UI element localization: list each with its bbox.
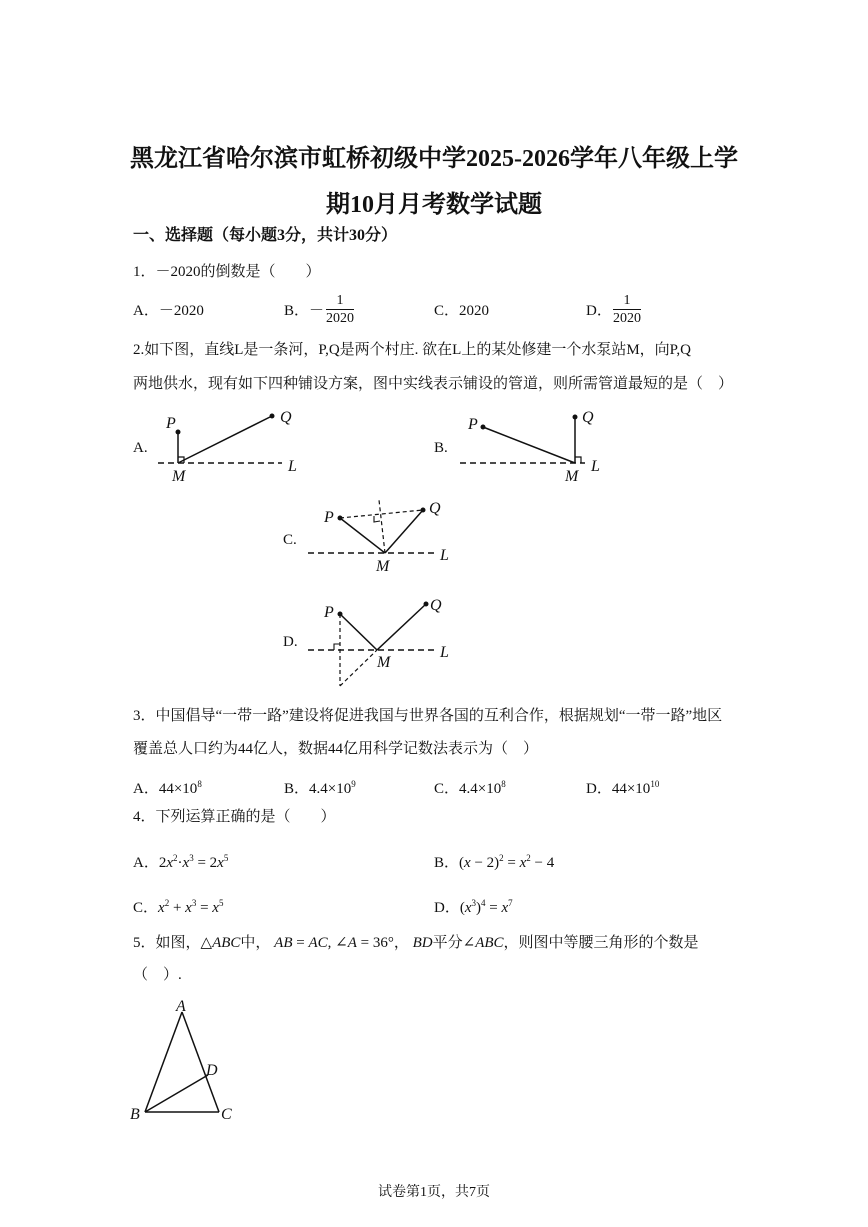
q1-option-b-fraction bbox=[326, 292, 354, 327]
q3-b-label: B． bbox=[284, 781, 310, 797]
label-l: L bbox=[440, 644, 449, 661]
q4-b-expr: $(x - 2)^2 = x^2 - 4$ bbox=[459, 853, 555, 871]
q1-b-denominator: 2020 bbox=[326, 311, 354, 326]
q3-c-exp: 8 bbox=[501, 779, 506, 789]
q4-option-b bbox=[434, 848, 554, 873]
q3-b-exp: 9 bbox=[351, 779, 356, 789]
q3-a-exp: 8 bbox=[197, 779, 202, 789]
label-q: Q bbox=[429, 500, 441, 517]
q5-text-2: 中， bbox=[240, 935, 271, 951]
q4-c-expr: $x^2 + x^3 = x^5$ bbox=[158, 898, 224, 916]
q3-option-b bbox=[284, 774, 356, 799]
q5-triangle-figure bbox=[125, 995, 255, 1125]
q2-option-c-label: C. bbox=[283, 532, 297, 548]
q3-d-exp: 10 bbox=[650, 779, 660, 789]
title-line-1: 黑龙江省哈尔滨市虹桥初级中学2025-2026学年八年级上学 bbox=[130, 146, 738, 172]
q2-option-a-label: A. bbox=[133, 440, 148, 456]
q3-option-d bbox=[586, 774, 659, 799]
q5-text-1: 5．如图， bbox=[133, 935, 201, 951]
label-d: D bbox=[206, 1062, 218, 1079]
q3-a-base: 44×10 bbox=[158, 781, 198, 797]
q4-stem: 4．下列运算正确的是（ ） bbox=[133, 809, 336, 825]
q5-angle-abc: ∠ABC bbox=[462, 935, 504, 951]
q4-a-label: A． bbox=[133, 855, 159, 871]
q4-a-expr: $2x^2\cdot x^3 = 2x^5$ bbox=[158, 853, 229, 871]
q2-option-b-label: B. bbox=[434, 440, 448, 456]
q5-line-2: （ ）. bbox=[133, 967, 182, 983]
title-line-2: 期10月月考数学试题 bbox=[326, 192, 542, 218]
q2-figure-b bbox=[455, 400, 615, 490]
q4-option-a bbox=[133, 848, 228, 873]
q2-line-1: 2.如下图，直线L是一条河，P,Q是两个村庄. 欲在L上的某处修建一个水泵站M，向P,Q bbox=[133, 342, 691, 358]
label-l: L bbox=[591, 458, 600, 475]
label-q: Q bbox=[280, 409, 292, 426]
q1-option-a: A．－2020 bbox=[133, 303, 204, 319]
q3-line-2: 覆盖总人口约为44亿人，数据44亿用科学记数法表示为（ ） bbox=[133, 741, 539, 757]
label-m: M bbox=[377, 654, 391, 671]
q4-option-d bbox=[434, 893, 513, 918]
label-a: A bbox=[176, 998, 186, 1015]
q2-figure-c bbox=[305, 495, 465, 585]
label-q: Q bbox=[582, 409, 594, 426]
q1-d-denominator: 2020 bbox=[613, 311, 641, 326]
label-p: P bbox=[324, 509, 334, 526]
label-l: L bbox=[440, 547, 449, 564]
q4-d-label: D． bbox=[434, 900, 460, 916]
label-m: M bbox=[565, 468, 579, 485]
q4-d-expr: $(x^3)^4 = x^7$ bbox=[459, 898, 513, 916]
q3-c-label: C． bbox=[434, 781, 460, 797]
label-c: C bbox=[221, 1106, 232, 1123]
q5-text-3: 平分 bbox=[432, 935, 463, 951]
label-p: P bbox=[468, 416, 478, 433]
label-l: L bbox=[288, 458, 297, 475]
q1-option-b-label: B．－ bbox=[284, 303, 325, 319]
q5-condition: AB = AC, ∠A = 36°， bbox=[274, 935, 409, 951]
q4-c-label: C． bbox=[133, 900, 159, 916]
label-p: P bbox=[324, 604, 334, 621]
q5-bd: BD bbox=[412, 935, 433, 951]
q3-option-a bbox=[133, 774, 202, 799]
q1-option-d-label: D． bbox=[586, 303, 612, 319]
q4-option-c bbox=[133, 893, 223, 918]
q3-line-1: 3．中国倡导“一带一路”建设将促进我国与世界各国的互利合作，根据规划“一带一路”地区 bbox=[133, 708, 723, 724]
q3-b-base: 4.4×10 bbox=[309, 781, 352, 797]
q4-b-label: B． bbox=[434, 855, 460, 871]
q5-text-4: ，则图中等腰三角形的个数是 bbox=[503, 935, 699, 951]
q1-d-numerator: 1 bbox=[623, 293, 631, 308]
q3-option-c bbox=[434, 774, 506, 799]
q2-figure-d bbox=[305, 592, 465, 692]
q5-triangle-abc: △ABC bbox=[200, 935, 241, 951]
q2-option-d-label: D. bbox=[283, 634, 298, 650]
q2-figure-a bbox=[150, 400, 310, 490]
label-m: M bbox=[172, 468, 186, 485]
q5-line-1 bbox=[133, 933, 699, 953]
label-m: M bbox=[376, 558, 390, 575]
q1-option-c: C．2020 bbox=[434, 303, 490, 319]
label-p: P bbox=[166, 415, 176, 432]
q3-a-label: A． bbox=[133, 781, 159, 797]
q2-line-2: 两地供水，现有如下四种铺设方案，图中实线表示铺设的管道，则所需管道最短的是（ ） bbox=[133, 376, 734, 392]
q3-c-base: 4.4×10 bbox=[459, 781, 502, 797]
label-b: B bbox=[130, 1106, 140, 1123]
q3-d-base: 44×10 bbox=[611, 781, 651, 797]
section-heading: 一、选择题（每小题3分，共计30分） bbox=[133, 227, 398, 244]
q1-option-d-fraction bbox=[613, 292, 641, 327]
label-q: Q bbox=[430, 597, 442, 614]
page-footer: 试卷第1页，共7页 bbox=[378, 1185, 490, 1200]
q1-b-numerator: 1 bbox=[336, 293, 344, 308]
q3-d-label: D． bbox=[586, 781, 612, 797]
q1-stem: 1．－2020的倒数是（ ） bbox=[133, 264, 321, 280]
